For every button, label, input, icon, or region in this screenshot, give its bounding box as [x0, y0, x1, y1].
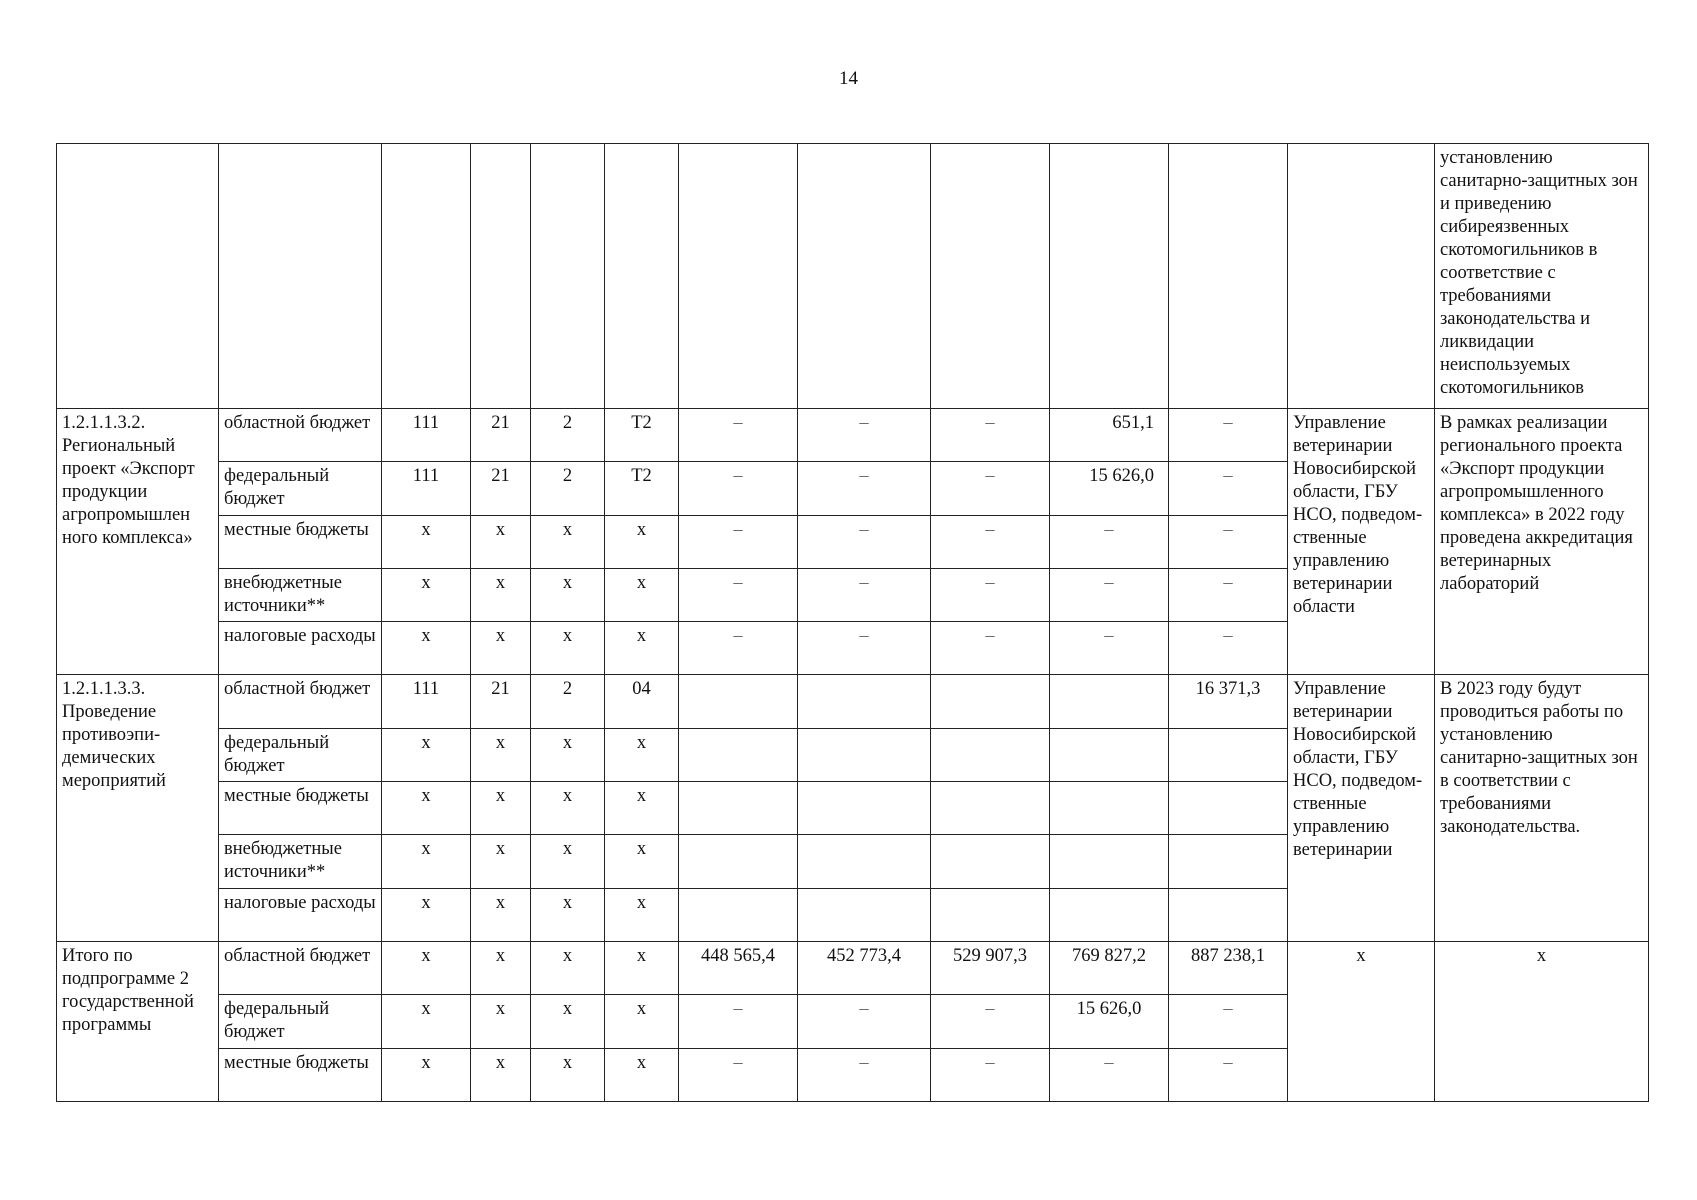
cell-amount: –	[931, 995, 1050, 1048]
cell-amount: –	[1050, 515, 1169, 568]
cell-amount: –	[798, 515, 931, 568]
cell-funding-source: областной бюджет	[219, 675, 382, 728]
cell-amount: 651,1	[1050, 409, 1169, 462]
cell-amount	[798, 782, 931, 835]
cell-code: х	[382, 622, 471, 675]
cell-amount: –	[1050, 1048, 1169, 1101]
cell-amount: –	[679, 409, 798, 462]
cell-empty	[605, 144, 679, 409]
cell-amount: –	[1169, 1048, 1288, 1101]
cell-note: В 2023 году будут проводиться работы по установлению санитарно-защитных зон в соответствии с требованиями законодательства.	[1435, 675, 1649, 941]
cell-note: установлению санитарно-защитных зон и приведению сибиреязвенных скотомогильников в соответствие с требованиями законодательства и ликвидации неиспользуемых скотомогильников	[1435, 144, 1649, 409]
table-row	[57, 409, 1649, 462]
cell-empty	[1169, 144, 1288, 409]
table-row	[57, 675, 1649, 728]
cell-executor: Управление ветеринарии Новосибирской области, ГБУ НСО, подведом-ственные управлению ветеринарии области	[1288, 409, 1435, 675]
cell-empty	[531, 144, 605, 409]
cell-code: х	[382, 515, 471, 568]
cell-code: 2	[531, 409, 605, 462]
cell-amount: –	[798, 462, 931, 515]
cell-code: х	[471, 835, 531, 888]
cell-code: Т2	[605, 462, 679, 515]
cell-amount: 15 626,0	[1050, 995, 1169, 1048]
cell-amount: 452 773,4	[798, 941, 931, 994]
cell-amount	[1050, 675, 1169, 728]
table-row	[57, 941, 1649, 994]
cell-amount	[798, 675, 931, 728]
cell-amount: –	[1169, 409, 1288, 462]
cell-funding-source: налоговые расходы	[219, 622, 382, 675]
cell-amount: 769 827,2	[1050, 941, 1169, 994]
cell-funding-source: областной бюджет	[219, 941, 382, 994]
cell-code: 21	[471, 409, 531, 462]
cell-amount: 448 565,4	[679, 941, 798, 994]
cell-item-name: 1.2.1.1.3.2. Региональный проект «Экспорт продукции агропромышлен ного комплекса»	[57, 409, 219, 675]
cell-code: х	[605, 835, 679, 888]
cell-code: 111	[382, 675, 471, 728]
cell-amount	[798, 835, 931, 888]
cell-code: х	[471, 941, 531, 994]
cell-funding-source: областной бюджет	[219, 409, 382, 462]
cell-note: В рамках реализации регионального проекта «Экспорт продукции агропромышленного комплекса» в 2022 году проведена аккредитация ветеринарных лабораторий	[1435, 409, 1649, 675]
cell-code: 2	[531, 462, 605, 515]
cell-code: х	[605, 782, 679, 835]
cell-item-name: 1.2.1.1.3.3. Проведение противоэпи-демических мероприятий	[57, 675, 219, 941]
cell-code: х	[605, 888, 679, 941]
cell-amount: –	[931, 1048, 1050, 1101]
cell-code: х	[531, 622, 605, 675]
cell-amount	[1050, 728, 1169, 781]
cell-empty	[1288, 144, 1435, 409]
cell-code: х	[471, 888, 531, 941]
cell-amount	[1169, 728, 1288, 781]
cell-amount: –	[1050, 622, 1169, 675]
cell-code: 21	[471, 462, 531, 515]
cell-code: х	[382, 888, 471, 941]
cell-funding-source: федеральный бюджет	[219, 728, 382, 781]
cell-code: х	[471, 782, 531, 835]
table-body	[57, 144, 1649, 1102]
cell-funding-source: местные бюджеты	[219, 515, 382, 568]
cell-amount: –	[1169, 462, 1288, 515]
cell-funding-source: федеральный бюджет	[219, 995, 382, 1048]
cell-code: х	[382, 995, 471, 1048]
cell-amount	[679, 782, 798, 835]
cell-code: х	[382, 941, 471, 994]
cell-amount: –	[679, 568, 798, 621]
page-number: 14	[839, 68, 858, 89]
cell-funding-source: внебюджетные источники**	[219, 835, 382, 888]
cell-amount: –	[931, 622, 1050, 675]
cell-code: х	[605, 995, 679, 1048]
cell-amount: –	[931, 515, 1050, 568]
cell-code: х	[531, 835, 605, 888]
cell-code: 111	[382, 462, 471, 515]
cell-amount: 15 626,0	[1050, 462, 1169, 515]
cell-amount	[679, 728, 798, 781]
cell-code: х	[471, 515, 531, 568]
cell-amount	[1050, 782, 1169, 835]
cell-code: х	[605, 941, 679, 994]
cell-code: х	[531, 568, 605, 621]
cell-amount	[931, 782, 1050, 835]
cell-code: х	[531, 515, 605, 568]
cell-empty	[1050, 144, 1169, 409]
cell-code: 21	[471, 675, 531, 728]
cell-amount: –	[931, 568, 1050, 621]
cell-amount: –	[679, 1048, 798, 1101]
cell-code: х	[605, 622, 679, 675]
cell-empty	[679, 144, 798, 409]
cell-amount	[679, 675, 798, 728]
cell-empty	[57, 144, 219, 409]
cell-empty	[382, 144, 471, 409]
cell-code: х	[605, 728, 679, 781]
cell-amount	[1169, 888, 1288, 941]
cell-amount: –	[798, 1048, 931, 1101]
cell-amount	[931, 728, 1050, 781]
cell-code: х	[382, 728, 471, 781]
cell-amount	[931, 675, 1050, 728]
cell-amount	[679, 835, 798, 888]
cell-amount: –	[679, 515, 798, 568]
cell-code: х	[531, 728, 605, 781]
budget-table	[56, 143, 1649, 1102]
cell-code: х	[471, 568, 531, 621]
cell-code: х	[531, 995, 605, 1048]
cell-code: х	[531, 888, 605, 941]
cell-funding-source: внебюджетные источники**	[219, 568, 382, 621]
cell-code: Т2	[605, 409, 679, 462]
cell-funding-source: местные бюджеты	[219, 1048, 382, 1101]
cell-amount: –	[1169, 568, 1288, 621]
cell-amount	[1050, 835, 1169, 888]
cell-code: 04	[605, 675, 679, 728]
cell-code: х	[382, 568, 471, 621]
cell-amount: –	[1169, 995, 1288, 1048]
cell-item-name: Итого по подпрограмме 2 государственной программы	[57, 941, 219, 1101]
cell-executor: х	[1288, 941, 1435, 1101]
cell-code: х	[531, 941, 605, 994]
cell-amount: 887 238,1	[1169, 941, 1288, 994]
cell-amount: –	[798, 995, 931, 1048]
cell-amount: 16 371,3	[1169, 675, 1288, 728]
cell-funding-source: налоговые расходы	[219, 888, 382, 941]
cell-code: х	[471, 622, 531, 675]
cell-amount	[1169, 782, 1288, 835]
cell-amount: –	[1169, 515, 1288, 568]
cell-code: х	[531, 782, 605, 835]
cell-amount: –	[679, 462, 798, 515]
cell-empty	[798, 144, 931, 409]
cell-code: х	[382, 782, 471, 835]
cell-amount	[931, 835, 1050, 888]
cell-note: х	[1435, 941, 1649, 1101]
cell-code: х	[382, 1048, 471, 1101]
cell-amount	[931, 888, 1050, 941]
cell-amount	[1169, 835, 1288, 888]
cell-code: х	[471, 995, 531, 1048]
cell-code: 2	[531, 675, 605, 728]
cell-amount: –	[798, 568, 931, 621]
cell-amount	[679, 888, 798, 941]
cell-empty	[219, 144, 382, 409]
table-row-continuation	[57, 144, 1649, 409]
cell-funding-source: федеральный бюджет	[219, 462, 382, 515]
cell-amount: –	[931, 409, 1050, 462]
cell-code: 111	[382, 409, 471, 462]
cell-amount	[798, 728, 931, 781]
cell-code: х	[382, 835, 471, 888]
cell-amount: –	[1050, 568, 1169, 621]
cell-amount: –	[679, 622, 798, 675]
cell-amount: –	[679, 995, 798, 1048]
cell-amount	[1050, 888, 1169, 941]
cell-empty	[471, 144, 531, 409]
cell-code: х	[605, 515, 679, 568]
cell-code: х	[471, 728, 531, 781]
cell-funding-source: местные бюджеты	[219, 782, 382, 835]
cell-amount: –	[798, 409, 931, 462]
cell-code: х	[605, 568, 679, 621]
cell-executor: Управление ветеринарии Новосибирской области, ГБУ НСО, подведом-ственные управлению ветеринарии	[1288, 675, 1435, 941]
cell-code: х	[531, 1048, 605, 1101]
cell-amount: –	[931, 462, 1050, 515]
cell-amount	[798, 888, 931, 941]
cell-amount: –	[1169, 622, 1288, 675]
cell-code: х	[471, 1048, 531, 1101]
cell-empty	[931, 144, 1050, 409]
cell-code: х	[605, 1048, 679, 1101]
cell-amount: –	[798, 622, 931, 675]
cell-amount: 529 907,3	[931, 941, 1050, 994]
